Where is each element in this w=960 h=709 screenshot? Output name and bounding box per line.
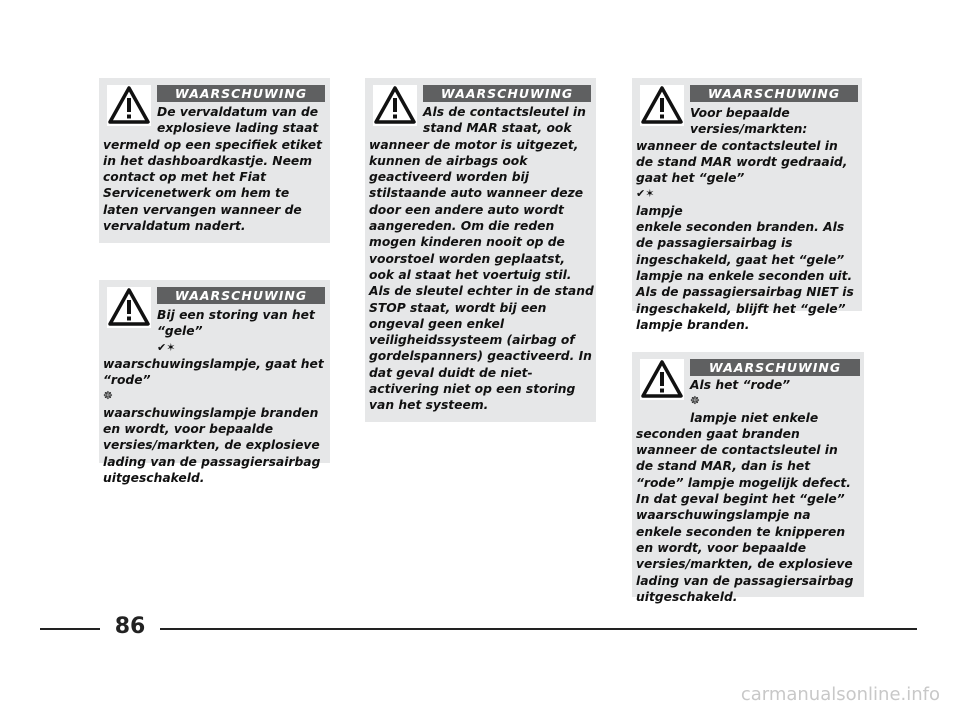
warning-box-versions: [632, 78, 862, 332]
footer-rule-left: [40, 628, 100, 630]
warning-text: Bij een storing van het “gele” ✔✶ waarschuwingslampje, gaat het “rode” ☸ waarschuwingslampje branden en wordt, voor bepaalde versies/markten, de explosieve lading van de passagiersairbag uitgeschakeld.: [103, 308, 324, 485]
warning-text: De vervaldatum van de explosieve lading staat vermeld op een specifiek etiket in het dashboardkastje. Neem contact op met het Fiat Servicenetwerk om hem te laten vervangen wanneer de vervaldatum nadert.: [103, 105, 322, 234]
warning-label: WAARSCHUWING: [157, 85, 325, 102]
warning-box-contact-key: [365, 78, 596, 422]
warning-label: WAARSCHUWING: [690, 85, 858, 102]
warning-text: Als de contactsleutel in stand MAR staat, ook wanneer de motor is uitgezet, kunnen de airbags ook geactiveerd worden bij stilstaande auto wanneer deze door een andere auto wordt aangereden. Om die reden mogen kinderen nooit op de voorstoel worden geplaatst, ook al staat het voertuig stil. Als de sleutel echter in de stand STOP staat, wordt bij een ongeval geen enkel veiligheidssysteem (airbag of gordelspanners) geactiveerd. In dat geval duidt de niet- activering niet op een storing van het systeem.: [369, 105, 594, 413]
seatbelt-airbag-icon: ✔✶: [636, 187, 655, 201]
airbag-person-icon: ☸: [690, 394, 700, 408]
airbag-person-icon: ☸: [103, 389, 113, 403]
warning-label: WAARSCHUWING: [423, 85, 591, 102]
warning-box-malfunction: [99, 280, 330, 485]
warning-label: WAARSCHUWING: [690, 359, 860, 376]
warning-text: Als het “rode” ☸ lampje niet enkele seconden gaat branden wanneer de contactsleutel in de stand MAR, dan is het “rode” lampje mogelijk defect. In dat geval begint het “gele” waarschuwingslampje na enkele seconden te knipperen en wordt, voor bepaalde versies/markten, de explosieve lading van de passagiersairbag uitgeschakeld.: [636, 378, 854, 604]
warning-label: WAARSCHUWING: [157, 287, 325, 304]
warning-box-red-lamp: [632, 352, 864, 604]
warning-box-expiry: [99, 78, 330, 243]
footer-rule-right: [160, 628, 917, 630]
watermark: carmanualsonline.info: [740, 684, 940, 705]
page-number: 86: [114, 614, 146, 639]
seatbelt-airbag-icon: ✔✶: [157, 340, 176, 354]
warning-text: Voor bepaalde versies/markten: wanneer de contactsleutel in de stand MAR wordt gedraaid, gaat het “gele” ✔✶ lampje enkele seconden branden. Als de passagiersairbag is ingeschakeld, gaat het “gele” lampje na enkele seconden uit. Als de passagiersairbag NIET is ingeschakeld, blijft het “gele” lampje branden.: [636, 106, 854, 332]
